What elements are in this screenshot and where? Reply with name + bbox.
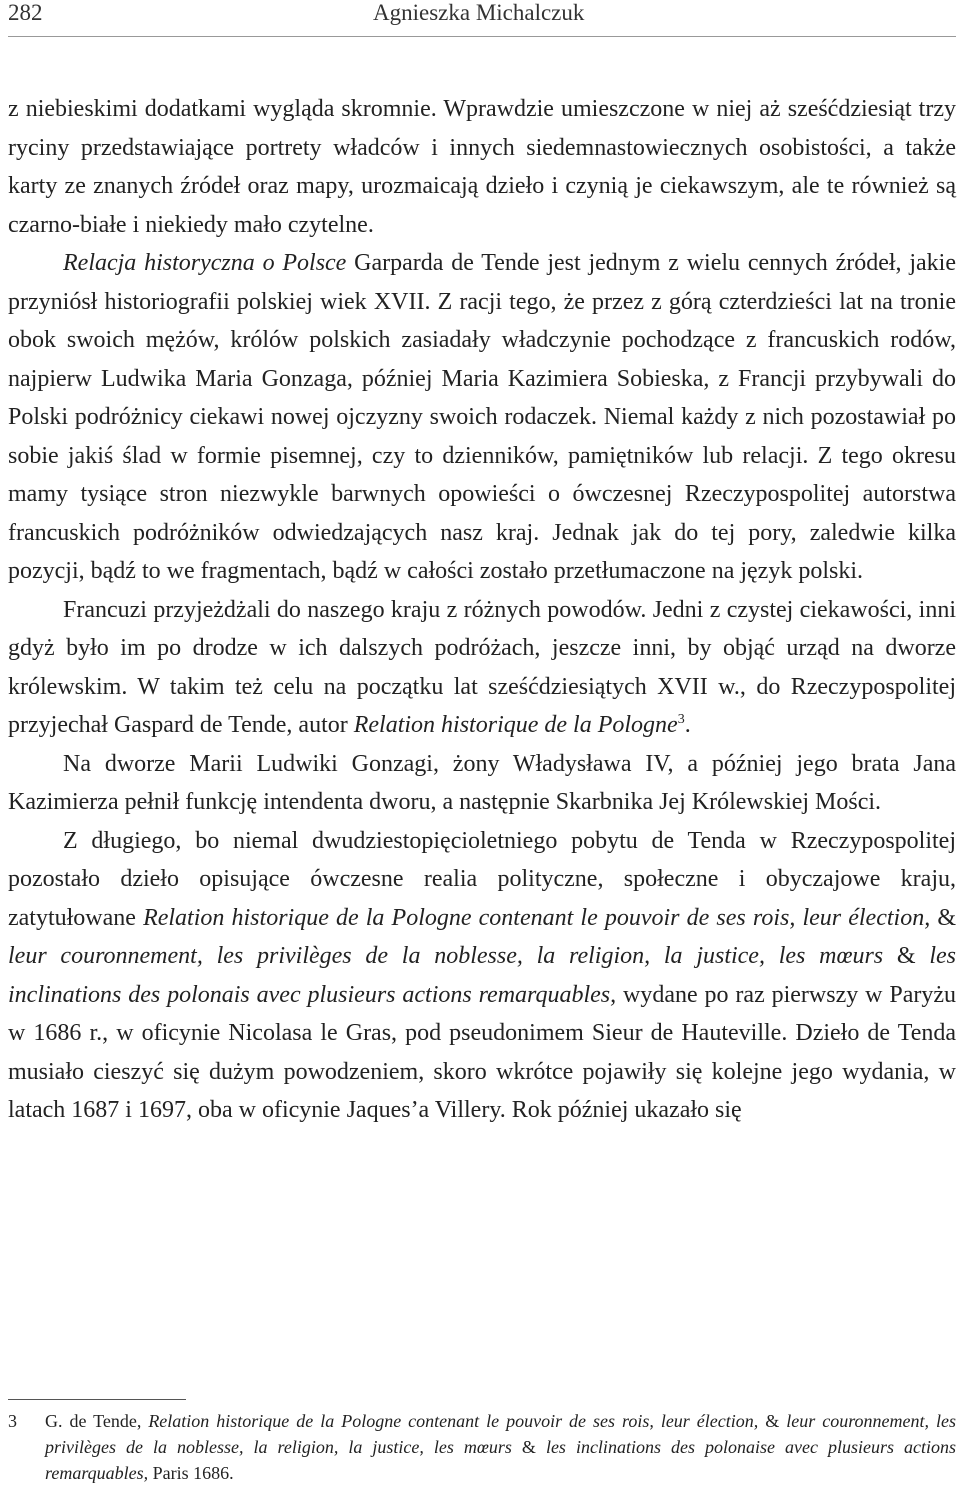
text-run: Paris 1686. xyxy=(148,1463,234,1483)
text-run: Z długiego, bo niemal dwudziestopięcioletniego pobytu de Tenda w Rzeczypospolitej pozostało dzieło opisujące ówczesne realia polityczne, społeczne i obyczajowe kraju, zatytułowane xyxy=(8,827,956,931)
paragraph xyxy=(8,90,956,244)
text-run: wydane po raz pierwszy w Paryżu w 1686 r., w oficynie Nicolasa le Gras, pod pseudonimem Sieur de Hauteville. Dzieło de Tenda musiało cieszyć się dużym powodzeniem, skoro wkrótce pojawiły się kolejne jego wydania, w latach 1687 i 1697, oba w oficynie Jaques’a Villery. Rok później ukazało się xyxy=(8,981,956,1123)
footnote-number: 3 xyxy=(8,1411,17,1431)
text-run: Francuzi przyjeżdżali do naszego kraju z różnych powodów. Jedni z czystej ciekawości, inni gdyż było im po drodze w ich dalszych podróżach, jeszcze inni, by objąć urząd na dworze królewskim. W takim też celu na początku lat sześćdziesiątych XVII w., do Rzeczypospolitej przyjechał Gaspard de Tende, autor xyxy=(8,596,956,738)
italic-title: Relation historique de la Pologne contenant le pouvoir de ses rois, leur élection, xyxy=(143,904,931,931)
text-run: z niebieskimi dodatkami wygląda skromnie. Wprawdzie umieszczone w niej aż sześćdziesiąt trzy ryciny przedstawiające portrety władców i innych siedemnastowiecznych osobistości, a także karty ze znanych źródeł oraz mapy, urozmaicają dzieło i czynią je ciekawszym, ale te również są czarno-białe i niekiedy mało czytelne. xyxy=(8,96,956,238)
italic-title: Relacja historyczna o Polsce xyxy=(63,250,347,276)
text-run: & xyxy=(758,1411,787,1431)
page-number: 282 xyxy=(8,0,43,25)
text-run: & xyxy=(883,943,930,969)
running-head-author: Agnieszka Michalczuk xyxy=(373,0,585,25)
text-run: & xyxy=(930,904,956,931)
italic-title: les inclinations des polonais avec plusieurs actions remarquables, xyxy=(8,943,957,1008)
italic-title: les inclinations des polonaise avec plusieurs actions remarquables, xyxy=(45,1437,956,1483)
page-header xyxy=(8,0,956,30)
text-run: Garparda de Tende jest jednym z wielu cennych źródeł, jakie przyniósł historiografii polskiej wiek XVII. Z racji tego, że przez z górą czterdzieści lat na tronie obok swoich mężów, królów polskich zasiadały władczynie pochodzące z francuskich rodów, najpierw Ludwika Maria Gonzaga, później Maria Kazimiera Sobieska, z Francji przybywali do Polski podróżnicy ciekawi nowej ojczyzny swoich rodaczek. Niemal każdy z nich pozostawiał po sobie jakiś ślad w formie pisemnej, czy to dzienników, pamiętników lub relacji. Z tego okresu mamy tysiące stron niezwykle barwnych opowieści o ówczesnej Rzeczypospolitej autorstwa francuskich podróżników odwiedzających nasz kraj. Jednak jak do tej pory, zaledwie kilka pozycji, bądź to we fragmentach, bądź w całości zostało przetłumaczone na język polski. xyxy=(8,250,956,584)
paragraph xyxy=(8,591,956,745)
text-run: & xyxy=(511,1437,546,1457)
italic-title: leur couronnement, les privilèges de la noblesse, la religion, la justice, les mœurs xyxy=(8,943,884,969)
body-text xyxy=(8,90,956,1130)
text-run: Na dworze Marii Ludwiki Gonzagi, żony Władysława IV, a później jego brata Jana Kazimierza pełnił funkcję intendenta dworu, a następnie Skarbnika Jej Królewskiej Mości. xyxy=(8,750,956,815)
header-rule xyxy=(8,36,956,37)
book-page xyxy=(8,0,956,1494)
footnote-rule xyxy=(8,1399,186,1400)
italic-title: Relation historique de la Pologne contenant le pouvoir de ses rois, leur élection, xyxy=(148,1411,759,1431)
text-run: G. de Tende, xyxy=(45,1411,149,1431)
text-run: . xyxy=(684,712,691,738)
paragraph xyxy=(8,822,956,1130)
footnote-ref: 3 xyxy=(677,712,685,727)
footnote-text xyxy=(45,1408,956,1486)
paragraph xyxy=(8,244,956,591)
paragraph xyxy=(8,745,956,822)
italic-title: Relation historique de la Pologne xyxy=(353,712,678,738)
italic-title: leur couronnement, les privilèges de la noblesse, la religion, la justice, les mœurs xyxy=(45,1411,956,1457)
